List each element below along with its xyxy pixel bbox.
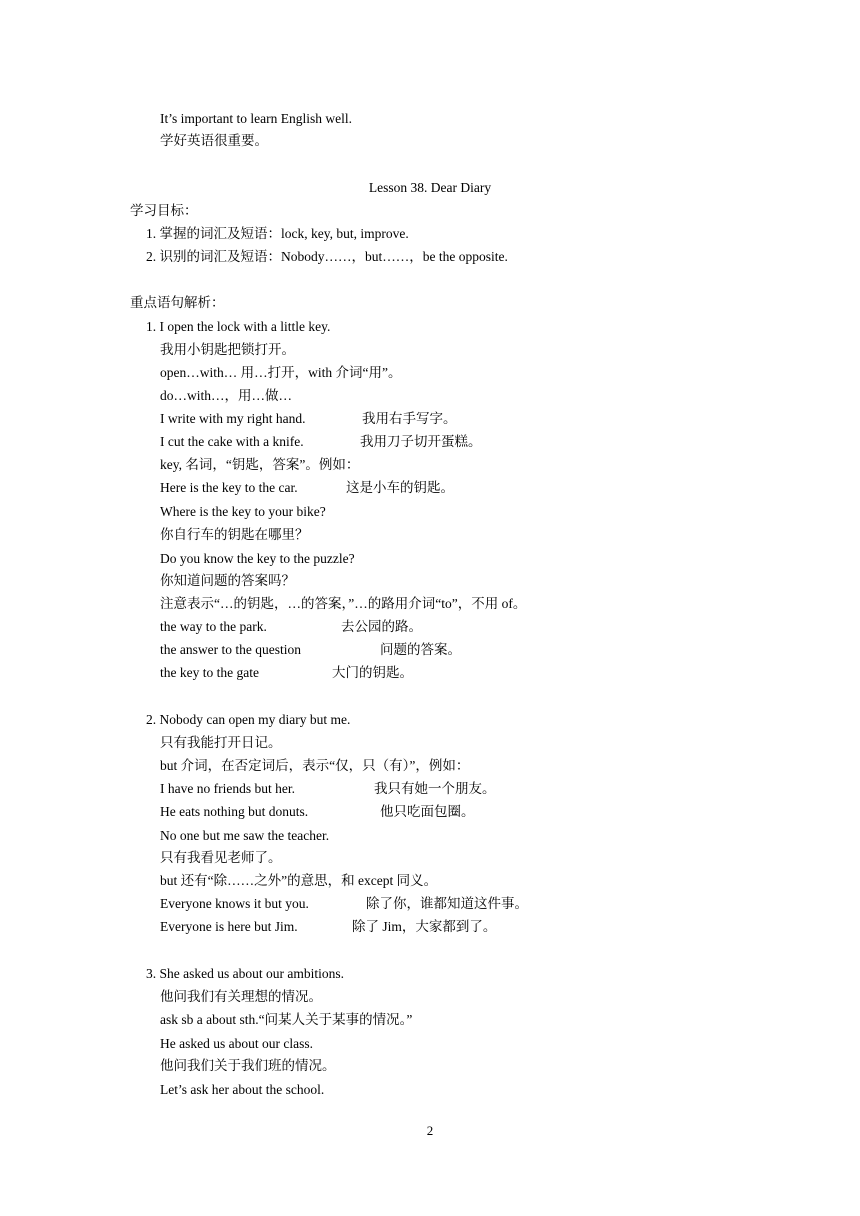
section1-sentence: 1. I open the lock with a little key. [146, 319, 331, 334]
section2-sentence: 2. Nobody can open my diary but me. [146, 712, 351, 727]
section2-note2: but 还有“除……之外”的意思，和 except 同义。 [160, 873, 438, 888]
section1-note3: key, 名词，“钥匙，答案”。例如： [160, 457, 360, 472]
section1-example7: the answer to the question [160, 642, 301, 657]
analysis-heading: 重点语句解析： [130, 295, 225, 310]
section1-example5-translation: 你知道问题的答案吗？ [160, 573, 295, 588]
section2-example4: Everyone knows it but you. [160, 896, 309, 911]
section1-example2-translation: 我用刀子切开蛋糕。 [360, 434, 482, 449]
section1-example7-translation: 问题的答案。 [380, 642, 461, 657]
section3-sentence: 3. She asked us about our ambitions. [146, 966, 344, 981]
intro-translation: 学好英语很重要。 [160, 133, 268, 148]
section1-example6: the way to the park. [160, 619, 267, 634]
section2-note1: but 介词，在否定词后，表示“仅，只（有）”，例如： [160, 758, 470, 773]
section1-example2: I cut the cake with a knife. [160, 434, 304, 449]
section1-translation: 我用小钥匙把锁打开。 [160, 342, 295, 357]
section1-example5: Do you know the key to the puzzle? [160, 551, 355, 566]
intro-sentence: It’s important to learn English well. [160, 111, 352, 126]
section2-translation: 只有我能打开日记。 [160, 735, 282, 750]
section1-example8-translation: 大门的钥匙。 [332, 665, 413, 680]
section3-translation: 他问我们有关理想的情况。 [160, 989, 322, 1004]
section2-example5: Everyone is here but Jim. [160, 919, 298, 934]
section2-example2-translation: 他只吃面包圈。 [380, 804, 475, 819]
section2-example2: He eats nothing but donuts. [160, 804, 309, 819]
section2-example3: No one but me saw the teacher. [160, 828, 330, 843]
section2-example1: I have no friends but her. [160, 781, 295, 796]
section3-note1: ask sb a about sth.“问某人关于某事的情况。” [160, 1012, 413, 1027]
section1-example3-translation: 这是小车的钥匙。 [346, 480, 454, 495]
section2-example5-translation: 除了 Jim，大家都到了。 [352, 919, 497, 934]
section1-note4: 注意表示“…的钥匙，…的答案，”…的路用介词“to”，不用 of。 [160, 596, 527, 611]
lesson-title: Lesson 38. Dear Diary [368, 180, 492, 195]
section3-example1-translation: 他问我们关于我们班的情况。 [160, 1058, 336, 1073]
section1-note2: do…with…，用…做… [160, 388, 293, 403]
section1-example6-translation: 去公园的路。 [341, 619, 422, 634]
section1-example4: Where is the key to your bike? [160, 504, 326, 519]
page-number: 2 [426, 1123, 434, 1138]
section1-note1: open…with… 用…打开，with 介词“用”。 [160, 365, 402, 380]
section3-example1: He asked us about our class. [160, 1036, 313, 1051]
section1-example1: I write with my right hand. [160, 411, 306, 426]
section2-example4-translation: 除了你，谁都知道这件事。 [366, 896, 528, 911]
section1-example3: Here is the key to the car. [160, 480, 298, 495]
objective-item-2: 2. 识别的词汇及短语：Nobody……，but……，be the opposite. [146, 249, 508, 264]
section1-example4-translation: 你自行车的钥匙在哪里？ [160, 527, 309, 542]
section1-example8: the key to the gate [160, 665, 259, 680]
objective-item-1: 1. 掌握的词汇及短语：lock, key, but, improve. [146, 226, 409, 241]
section2-example1-translation: 我只有她一个朋友。 [374, 781, 496, 796]
section2-example3-translation: 只有我看见老师了。 [160, 850, 282, 865]
objectives-heading: 学习目标： [130, 203, 198, 218]
section1-example1-translation: 我用右手写字。 [362, 411, 457, 426]
section3-example2: Let’s ask her about the school. [160, 1082, 325, 1097]
